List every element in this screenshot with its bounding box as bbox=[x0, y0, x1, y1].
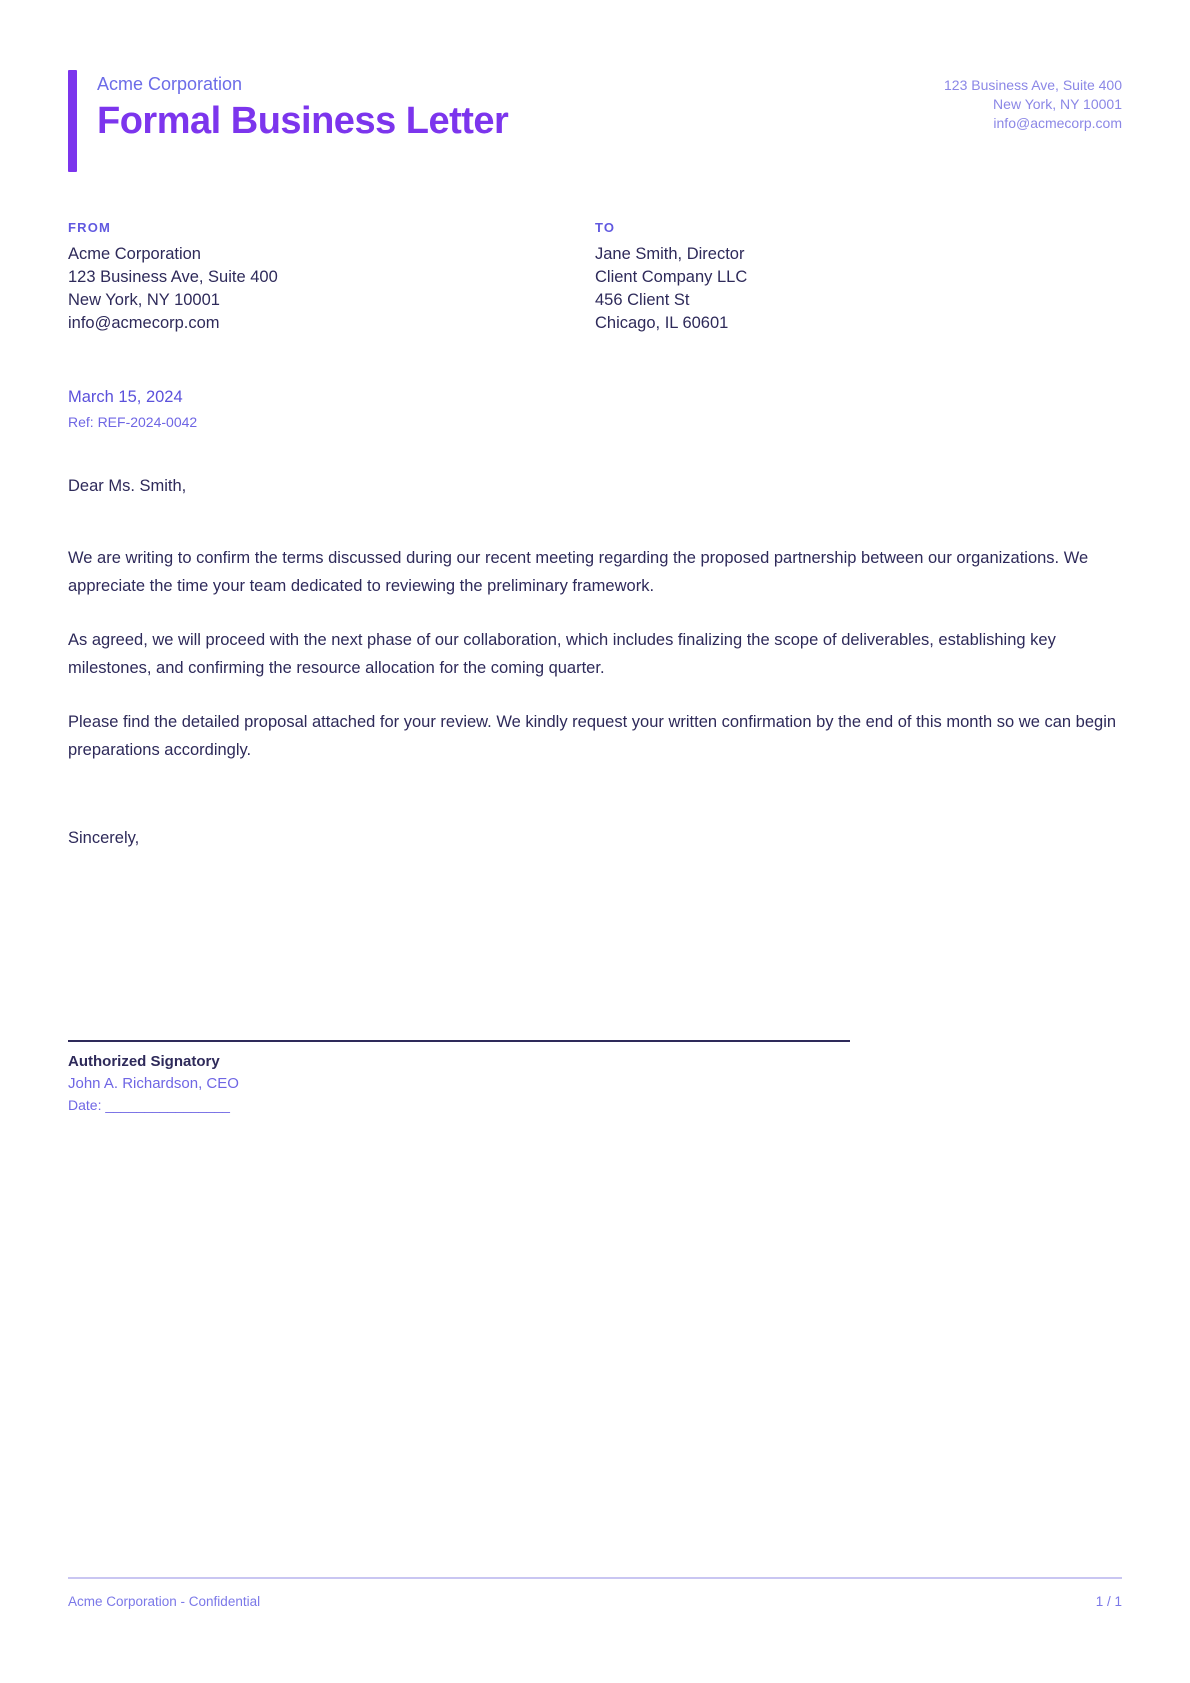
footer-confidential-text: Acme Corporation - Confidential bbox=[68, 1594, 261, 1609]
letterhead-address-line: info@acmecorp.com bbox=[993, 115, 1122, 131]
reference-number: Ref: REF-2024-0042 bbox=[68, 414, 198, 430]
body-paragraph: We are writing to confirm the terms discussed during our recent meeting regarding the proposed partnership between our organizations. We appreciate the time your team dedicated to reviewing the preliminary framework. bbox=[68, 549, 1089, 595]
from-block bbox=[68, 220, 595, 335]
signature-block bbox=[68, 1040, 1122, 1115]
title-stack bbox=[97, 70, 508, 172]
salutation: Dear Ms. Smith, bbox=[68, 477, 187, 495]
to-line: Client Company LLC bbox=[595, 268, 748, 286]
to-line: 456 Client St bbox=[595, 291, 690, 309]
to-line: Chicago, IL 60601 bbox=[595, 314, 729, 332]
company-name: Acme Corporation bbox=[97, 74, 243, 94]
footer-row bbox=[68, 1593, 1122, 1611]
closing: Sincerely, bbox=[68, 829, 140, 847]
accent-bar bbox=[68, 70, 77, 172]
footer-divider bbox=[68, 1577, 1122, 1579]
from-line: New York, NY 10001 bbox=[68, 291, 220, 309]
letterhead-address bbox=[944, 76, 1122, 133]
from-line: info@acmecorp.com bbox=[68, 314, 220, 332]
signature-date-line: Date: ________________ bbox=[68, 1097, 230, 1113]
page-footer bbox=[68, 1577, 1122, 1611]
document-title: Formal Business Letter bbox=[97, 100, 509, 142]
body-paragraph: As agreed, we will proceed with the next phase of our collaboration, which includes finalizing the scope of deliverables, establishing key milestones, and confirming the resource allocation for the coming quarter. bbox=[68, 631, 1056, 677]
meta-section bbox=[68, 385, 1122, 432]
signature-line bbox=[68, 1040, 850, 1042]
from-line: Acme Corporation bbox=[68, 245, 201, 263]
from-line: 123 Business Ave, Suite 400 bbox=[68, 268, 278, 286]
page-number: 1 / 1 bbox=[1095, 1594, 1122, 1609]
body-paragraph: Please find the detailed proposal attached for your review. We kindly request your written confirmation by the end of this month so we can begin preparations accordingly. bbox=[68, 713, 1117, 759]
signatory-title: Authorized Signatory bbox=[68, 1053, 220, 1070]
letter-body bbox=[68, 474, 1122, 850]
to-line: Jane Smith, Director bbox=[595, 245, 745, 263]
signatory-name: John A. Richardson, CEO bbox=[68, 1075, 239, 1092]
to-block bbox=[595, 220, 1122, 335]
letter-date: March 15, 2024 bbox=[68, 388, 183, 406]
letterhead-title-group bbox=[68, 70, 508, 172]
letterhead bbox=[68, 0, 1122, 172]
parties-section bbox=[68, 220, 1122, 335]
to-label: TO bbox=[595, 220, 616, 235]
from-label: FROM bbox=[68, 220, 112, 235]
letterhead-address-line: 123 Business Ave, Suite 400 bbox=[944, 77, 1122, 93]
letterhead-address-line: New York, NY 10001 bbox=[993, 96, 1122, 112]
